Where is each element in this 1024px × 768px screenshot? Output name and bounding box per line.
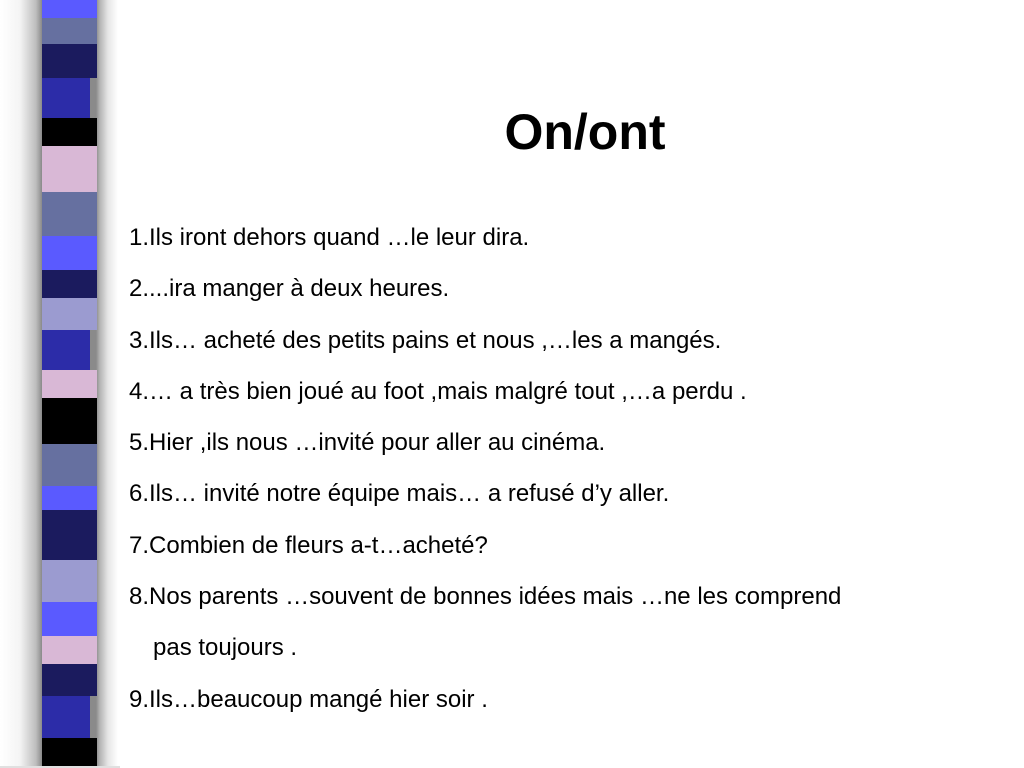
stripe bbox=[42, 696, 90, 738]
exercise-line-continuation: pas toujours . bbox=[153, 634, 298, 662]
stripe bbox=[42, 330, 90, 370]
stripe bbox=[42, 664, 97, 696]
exercise-list bbox=[129, 222, 1009, 735]
exercise-line: 4.… a très bien joué au foot ,mais malgré tout ,…a perdu . bbox=[129, 377, 747, 405]
stripe bbox=[42, 444, 97, 486]
exercise-line: 7.Combien de fleurs a-t…acheté? bbox=[129, 531, 488, 559]
exercise-line: 9.Ils…beaucoup mangé hier soir . bbox=[129, 685, 488, 713]
stripe bbox=[42, 270, 97, 298]
exercise-line: 2....ira manger à deux heures. bbox=[129, 275, 450, 303]
stripe bbox=[42, 560, 97, 602]
stripe bbox=[42, 44, 97, 78]
stripe bbox=[42, 118, 97, 146]
stripe bbox=[42, 486, 97, 510]
stripe bbox=[42, 192, 97, 236]
stripe bbox=[42, 370, 97, 398]
exercise-line: 5.Hier ,ils nous …invité pour aller au cinéma. bbox=[129, 429, 606, 457]
stripe bbox=[42, 146, 97, 192]
stripe bbox=[42, 636, 97, 664]
slide-title: On/ont bbox=[504, 104, 666, 160]
stripe bbox=[42, 18, 97, 44]
exercise-line: 8.Nos parents …souvent de bonnes idées mais …ne les comprend bbox=[129, 583, 842, 611]
stripe bbox=[42, 78, 90, 118]
exercise-line: 3.Ils… acheté des petits pains et nous ,…les a mangés. bbox=[129, 326, 722, 354]
stripe bbox=[42, 738, 97, 768]
decorative-striped-bar bbox=[42, 0, 97, 768]
stripe bbox=[42, 298, 97, 330]
exercise-line: 1.Ils iront dehors quand …le leur dira. bbox=[129, 224, 530, 251]
stripe bbox=[42, 510, 97, 560]
stripe bbox=[42, 0, 97, 18]
stripe bbox=[42, 602, 97, 636]
exercise-line: 6.Ils… invité notre équipe mais… a refusé d’y aller. bbox=[129, 480, 670, 508]
stripe bbox=[42, 236, 97, 270]
stripe bbox=[42, 398, 97, 444]
